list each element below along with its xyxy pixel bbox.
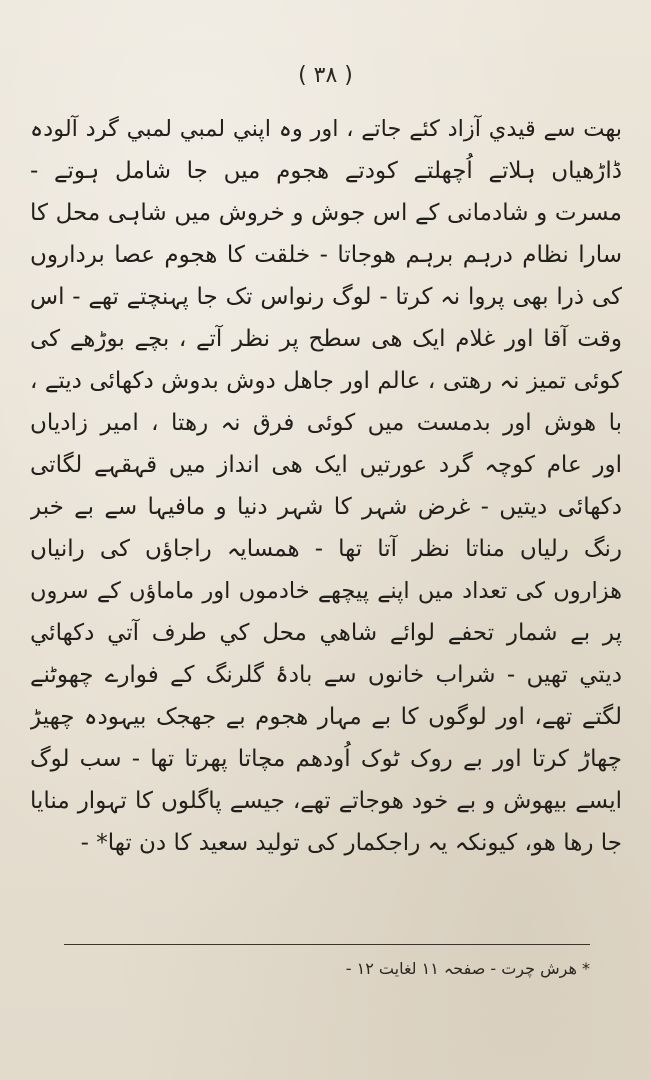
text-line: پر بے شمار تحفے لوائے شاھي محل کي طرف آتي دکھائي <box>30 620 622 646</box>
text-line: با ھوش اور بدمست میں کوئی فرق نہ رھتا ، امیر زادیاں <box>30 410 622 436</box>
text-line: دیتي تھیں - شراب خانوں سے بادۂ گلرنگ کے فوارے چھوٹنے <box>30 662 622 688</box>
text-line: کوئی تمیز نہ رھتی ، عالم اور جاھل دوش بدوش دکھائی دیتے ، <box>30 368 622 394</box>
page-number: ( ۳۸ ) <box>298 63 353 88</box>
text-line: جا رھا ھو، کیونکہ یہ راجکمار کی تولید سعید کا دن تھا* - <box>80 830 622 856</box>
text-line: کی ذرا بھی پروا نہ کرتا - لوگ رنواس تک جا پہنچتے تھے - اس <box>30 284 622 310</box>
text-line: ھزاروں کی تعداد میں اپنے پیچھے خادموں اور ماماؤں کے سروں <box>30 578 622 604</box>
text-line: اور عام کوچہ گرد عورتیں ایک ھی انداز میں قہقہے لگاتی <box>30 452 622 478</box>
text-line: بهت سے قیدي آزاد کئے جاتے ، اور وہ اپني لمبي لمبي گرد آلودہ <box>30 116 622 142</box>
footnote-divider <box>64 944 590 945</box>
text-line: ڈاڑھیاں ہلاتے اُچھلتے کودتے ھجوم میں جا شامل ہوتے - <box>30 158 622 184</box>
footnote: * ھرش چرت - صفحہ ۱۱ لغایت ۱۲ - <box>345 959 590 978</box>
text-line: چھاڑ کرتا اور بے روک ٹوک اُودھم مچاتا پھرتا تھا - سب لوگ <box>30 746 622 772</box>
text-line: دکھائی دیتیں - غرض شہر کا شہر دنیا و مافیہا سے بے خبر <box>30 494 622 520</box>
text-line: مسرت و شادمانی کے اس جوش و خروش میں شاہی محل کا <box>30 200 622 226</box>
text-line: ایسے بیھوش و بے خود ھوجاتے تھے، جیسے پاگلوں کا تہوار منایا <box>30 788 622 814</box>
text-line: رنگ رلیاں مناتا نظر آتا تھا - ھمسایہ راجاؤں کی رانیاں <box>30 536 622 562</box>
body-text <box>30 108 622 864</box>
text-line: سارا نظام درہم برہم ھوجاتا - خلقت کا ھجوم عصا برداروں <box>30 242 622 268</box>
text-line: وقت آقا اور غلام ایک ھی سطح پر نظر آتے ، بچے بوڑھے کی <box>30 326 622 352</box>
text-line: لگتے تھے، اور لوگوں کا بے مہار ھجوم بے جھجک بیہودہ چھیڑ <box>30 704 622 730</box>
